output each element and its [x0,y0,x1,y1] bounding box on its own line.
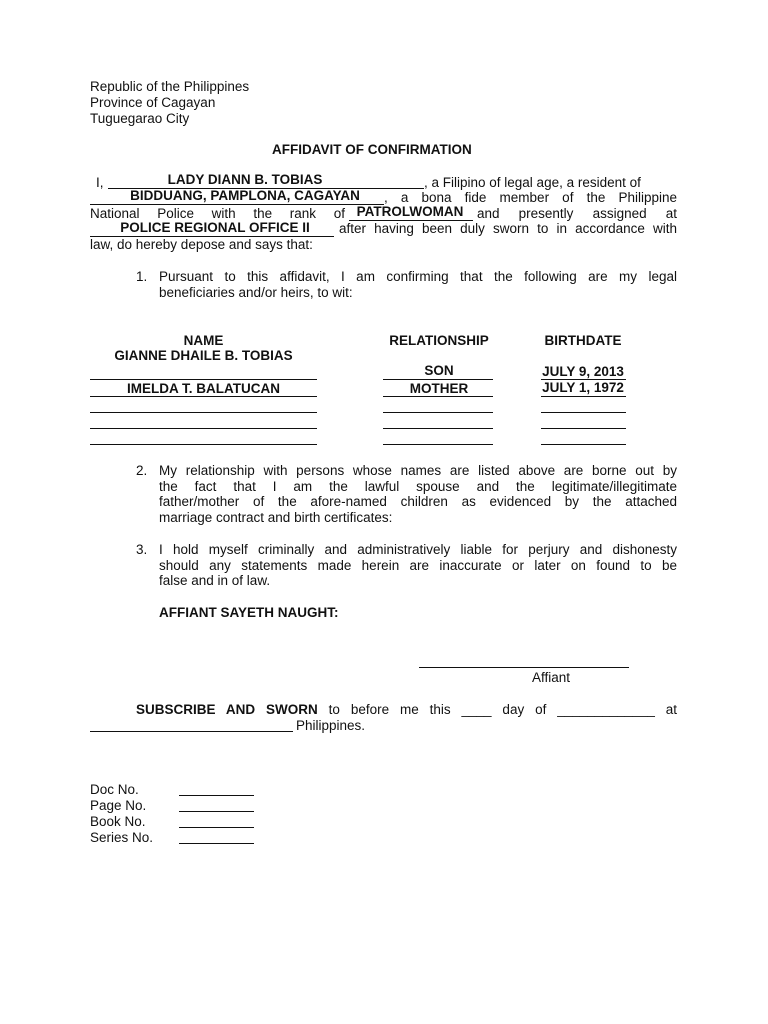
col-header-birthdate: BIRTHDATE [544,333,622,348]
residence: BIDDUANG, PAMPLONA, CAGAYAN [130,188,360,203]
row2-name: IMELDA T. BALATUCAN [127,381,280,396]
series-no-blank [179,843,254,844]
page-no-label: Page No. [90,798,147,813]
book-no-label: Book No. [90,814,146,829]
table-blank-line [541,444,626,445]
item2-number: 2. [136,463,148,478]
sworn-rest: to before me this ____ day of _____________ at [328,702,677,717]
item3-line1: I hold myself criminally and administratively liable for perjury and dishonesty [159,542,677,557]
book-no-blank [179,827,254,828]
table-blank-line [541,428,626,429]
col-header-name: NAME [183,333,224,348]
table-blank-line [90,379,317,380]
row2-relationship: MOTHER [409,381,469,396]
header-city: Tuguegarao City [90,111,190,126]
header-republic: Republic of the Philippines [90,79,250,94]
table-blank-line [90,396,317,397]
rank: PATROLWOMAN [356,204,464,219]
header-province: Province of Cagayan [90,95,216,110]
page-no-blank [179,811,254,812]
table-blank-line [383,396,493,397]
item3-number: 3. [136,542,148,557]
series-no-label: Series No. [90,830,154,845]
residence-blank [90,204,384,205]
item2-line1: My relationship with persons whose names are listed above are borne out by [159,463,677,478]
table-blank-line [541,412,626,413]
table-blank-line [383,412,493,413]
row1-birthdate: JULY 9, 2013 [542,364,624,379]
intro-after-office: after having been duly sworn to in accordance with [339,221,677,236]
col-header-relationship: RELATIONSHIP [389,333,489,348]
item1-line2: beneficiaries and/or heirs, to wit: [159,285,353,300]
intro-last-line: law, do hereby depose and says that: [90,237,313,252]
item1-number: 1. [136,269,148,284]
item1-line1: Pursuant to this affidavit, I am confirming that the following are my legal [159,269,677,284]
table-blank-line [90,428,317,429]
table-blank-line [383,444,493,445]
item2-line3: father/mother of the afore-named children as evidenced by the attached [159,494,677,509]
doc-no-label: Doc No. [90,782,139,797]
sworn-line2: Philippines. [296,718,366,733]
affiant-signature-line [419,667,629,668]
intro-after-name: , a Filipino of legal age, a resident of [424,175,641,190]
doc-no-blank [179,795,254,796]
table-blank-line [541,396,626,397]
affiant-name: LADY DIANN B. TOBIAS [167,172,323,187]
table-blank-line [383,428,493,429]
intro-rank-prefix: National Police with the rank of [90,206,345,221]
table-blank-line [383,379,493,380]
item2-line2: the fact that I am the lawful spouse and the legitimate/illegitimate [159,479,677,494]
table-blank-line [90,412,317,413]
row1-relationship: SON [424,363,454,378]
row1-name: GIANNE DHAILE B. TOBIAS [114,348,293,363]
sworn-line1 [136,702,677,717]
office: POLICE REGIONAL OFFICE II [120,220,310,235]
affiant-sayeth-naught: AFFIANT SAYETH NAUGHT: [159,605,339,620]
affiant-label: Affiant [532,670,571,685]
document-title: AFFIDAVIT OF CONFIRMATION [272,142,472,157]
table-blank-line [541,379,626,380]
sworn-place-blank [90,731,293,732]
intro-after-residence: , a bona fide member of the Philippine [384,190,677,205]
sworn-bold: SUBSCRIBE AND SWORN [136,702,318,717]
item3-line2: should any statements made herein are inaccurate or later on found to be [159,558,677,573]
row2-birthdate: JULY 1, 1972 [542,380,624,395]
table-blank-line [90,444,317,445]
item3-line3: false and in of law. [159,573,271,588]
intro-after-rank: and presently assigned at [477,206,677,221]
item2-line4: marriage contract and birth certificates: [159,510,393,525]
intro-prefix: I, [96,175,104,190]
